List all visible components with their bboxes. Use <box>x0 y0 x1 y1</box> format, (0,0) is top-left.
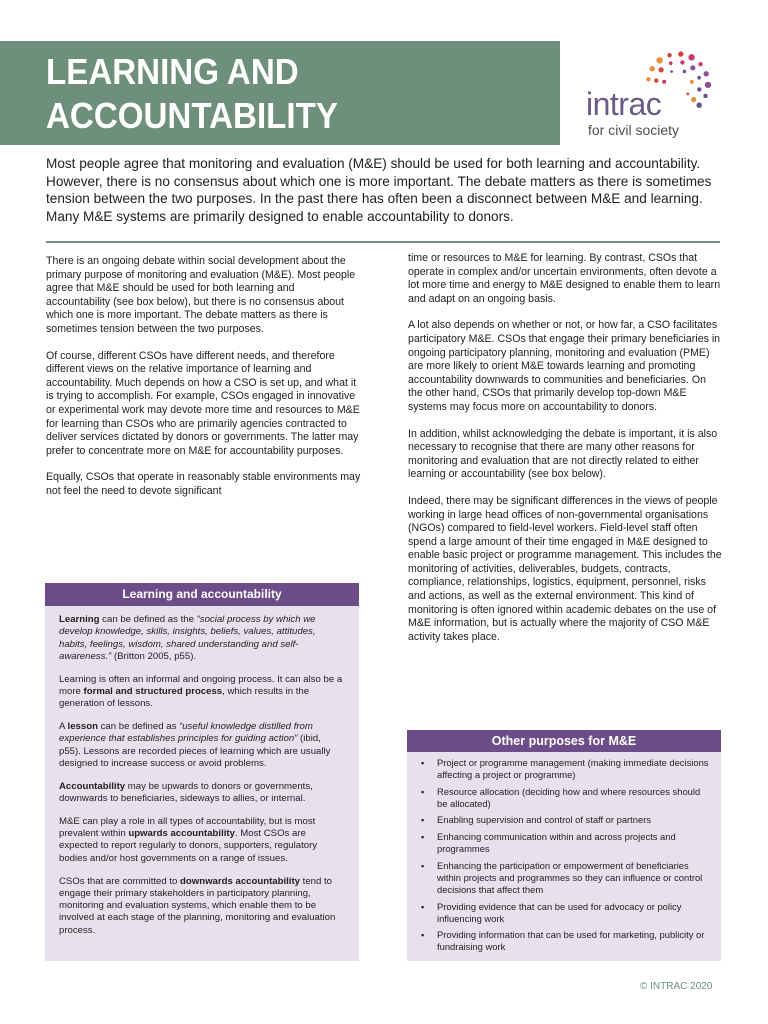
purposes-list <box>407 752 721 954</box>
list-item <box>421 831 711 855</box>
right-column <box>408 252 722 657</box>
logo-dot <box>697 103 702 108</box>
logo-dot <box>690 80 694 84</box>
intrac-logo <box>586 46 736 146</box>
logo-wordmark: intrac <box>586 86 662 122</box>
term-upwards-accountability: upwards accountability <box>128 828 235 840</box>
term-learning: Learning <box>59 614 100 625</box>
logo-dot <box>688 54 694 60</box>
list-item-text: Project or programme management (making immediate decisions affecting a project or programme) <box>437 757 709 781</box>
list-item-text: Enhancing the participation or empowerment of beneficiaries within projects and programmes so they can influence or control decisions that affect them <box>437 859 703 896</box>
lesson-quote: “useful knowledge distilled from experience that establishes principles for guiding action” <box>59 721 313 745</box>
learning-process-end: , which results in the generation of lessons. <box>59 685 310 710</box>
learning-definition <box>59 614 345 663</box>
list-item <box>421 757 711 781</box>
logo-dot <box>687 93 690 96</box>
bullet-icon: ▪ <box>421 860 425 871</box>
accountability-text: may be upwards to donors or governments, downwards to beneficiaries, sideways to allies, or internal. <box>59 780 313 805</box>
list-item-text: Resource allocation (deciding how and where resources should be allocated) <box>437 785 701 809</box>
bullet-icon: ▪ <box>421 901 425 912</box>
lesson-definition <box>59 721 345 770</box>
logo-dot <box>662 80 666 84</box>
logo-dot <box>680 60 684 64</box>
list-item <box>421 786 711 810</box>
learning-box-title: Learning and accountability <box>45 583 359 606</box>
left-paragraph-2: Of course, different CSOs have different needs, and therefore different views on the relative importance of learning and accountability. Much depends on how a CSO is set up, and what it is trying to accomplish. For example, CSOs engaged in innovative or experimental work may devote more time and resources to M&E for learning than CSOs who are primarily agencies contracted to deliver services dictated by donors or governments. The latter may prefer to concentrate more on M&E for accountability purposes. <box>46 349 360 457</box>
bullet-icon: ▪ <box>421 815 425 826</box>
list-item-text: Enhancing communication within and across projects and programmes <box>437 830 676 855</box>
bullet-icon: ▪ <box>421 786 425 797</box>
list-item <box>421 929 711 953</box>
list-item <box>421 860 711 897</box>
lesson-end: (ibid, p55). Lessons are recorded pieces of learning which are usually designed to increase success or avoid problems. <box>59 733 331 769</box>
accountability-definition <box>59 781 345 806</box>
upwards-accountability <box>59 816 345 865</box>
upwards-text: M&E can play a role in all types of accountability, but is most prevalent within <box>59 815 316 840</box>
logo-dot <box>656 57 662 63</box>
learning-accountability-box <box>45 583 359 961</box>
page-title-line1: LEARNING AND <box>46 51 299 92</box>
lesson-intro: A <box>59 721 68 733</box>
logo-dot <box>670 70 673 73</box>
copyright-notice: © INTRAC 2020 <box>640 981 713 992</box>
learning-process-text: Learning is often an informal and ongoing process. It can also be a more <box>59 673 343 697</box>
logo-dot <box>650 66 655 71</box>
left-column <box>46 255 361 512</box>
logo-dot <box>646 77 650 81</box>
list-item-text: Providing information that can be used for marketing, publicity or fundraising work <box>437 929 705 953</box>
logo-dot <box>704 71 709 76</box>
term-downwards-accountability: downwards accountability <box>180 875 300 887</box>
term-formal-process: formal and structured process <box>83 685 223 697</box>
page-title-line2: ACCOUNTABILITY <box>46 95 338 136</box>
learning-process <box>59 674 345 711</box>
right-paragraph-1: time or resources to M&E for learning. By contrast, CSOs that operate in complex and/or uncertain environments, often devote a lot more time and energy to M&E designed to enable them to learn and adapt on an ongoing basis. <box>408 252 721 305</box>
logo-dot <box>703 94 707 98</box>
downwards-text: CSOs that are committed to <box>59 875 181 887</box>
purposes-box-title: Other purposes for M&E <box>407 730 721 752</box>
list-item-text: Providing evidence that can be used for advocacy or policy influencing work <box>437 900 682 924</box>
logo-dot <box>697 87 701 91</box>
left-paragraph-1: There is an ongoing debate within social development about the primary purpose of monitoring and evaluation (M&E). Most people agree that M&E should be used for both learning and accountability (see box below), but there is no consensus about which one is more important. The debate matters as there is sometimes tension between the two purposes. <box>46 255 356 335</box>
term-accountability: Accountability <box>59 780 126 792</box>
section-divider <box>46 241 720 243</box>
learning-quote: “social process by which we develop knowledge, skills, insights, beliefs, values, attitudes, habits, feelings, wisdom, shared understanding and self-awareness.” <box>59 614 316 662</box>
list-item-text: Enabling supervision and control of staff or partners <box>437 814 652 826</box>
logo-dot <box>659 67 664 72</box>
page-title <box>46 50 506 138</box>
logo-dot <box>705 82 711 88</box>
other-purposes-box <box>407 730 721 961</box>
lesson-mid: can be defined as <box>97 721 180 733</box>
logo-dot <box>678 51 683 56</box>
bullet-icon: ▪ <box>421 831 425 842</box>
right-paragraph-2: A lot also depends on whether or not, or how far, a CSO facilitates participatory M&E. CSOs that engage their primary beneficiaries in ongoing participatory planning, monitoring and evaluation (PME) are more likely to orient M&E towards learning and promoting accountability downwards to communities and beneficiaries. On the other hand, CSOs that primarily develop top-down M&E systems may focus more on accountability to donors. <box>408 319 721 413</box>
right-paragraph-3: In addition, whilst acknowledging the debate is important, it is also necessary to recognise that there are many other reasons for monitoring and evaluation that are not directly related to either learning or accountability (see box below). <box>408 427 718 481</box>
right-paragraph-4: Indeed, there may be significant differences in the views of people working in large head offices of non-governmental organisations (NGOs) compared to field-level workers. Field-level staff often spend a large amount of their time engaged in M&E designed to enable basic project or programme management. This includes the monitoring of activities, deliverables, budgets, contracts, compliance, relationships, logistics, equipment, personnel, risks and actions, as well as the external environment. This kind of monitoring is often ignored within academic debates on the use of M&E information, but is actually where the majority of CSO M&E activity takes place. <box>408 494 722 643</box>
intro-paragraph: Most people agree that monitoring and evaluation (M&E) should be used for both learning and accountability. However, there is no consensus about which one is more important. The debate matters as there is sometimes tension between the two purposes. In the past there has often been a disconnect between M&E and learning. Many M&E systems are primarily designed to enable accountability to donors. <box>46 156 712 224</box>
bullet-icon: ▪ <box>421 758 425 768</box>
logo-dot <box>698 62 702 66</box>
logo-dot <box>667 53 671 57</box>
upwards-end: . Most CSOs are expected to report regularly to donors, supporters, regulatory bodies and/or host governments on a range of issues. <box>59 828 318 864</box>
list-item <box>421 814 711 826</box>
logo-dot <box>690 65 695 70</box>
term-lesson: lesson <box>67 721 98 733</box>
logo-tagline: for civil society <box>588 122 680 138</box>
logo-dot <box>669 61 673 65</box>
logo-dot <box>691 97 696 102</box>
learning-box-body <box>45 606 359 937</box>
downwards-accountability <box>59 876 345 937</box>
left-paragraph-3: Equally, CSOs that operate in reasonably stable environments may not feel the need to devote significant <box>46 471 361 497</box>
logo-dot <box>697 76 701 80</box>
downwards-end: tend to engage their primary stakeholders in participatory planning, monitoring and evaluation systems, which enable them to be involved at each stage of the planning, monitoring and evaluation process. <box>59 875 336 936</box>
logo-dot <box>683 70 686 73</box>
list-item <box>421 901 711 925</box>
learning-definition-text: can be defined as the <box>99 614 197 625</box>
bullet-icon: ▪ <box>421 930 425 941</box>
logo-dot <box>654 78 658 82</box>
learning-citation: (Britton 2005, p55). <box>111 650 197 662</box>
